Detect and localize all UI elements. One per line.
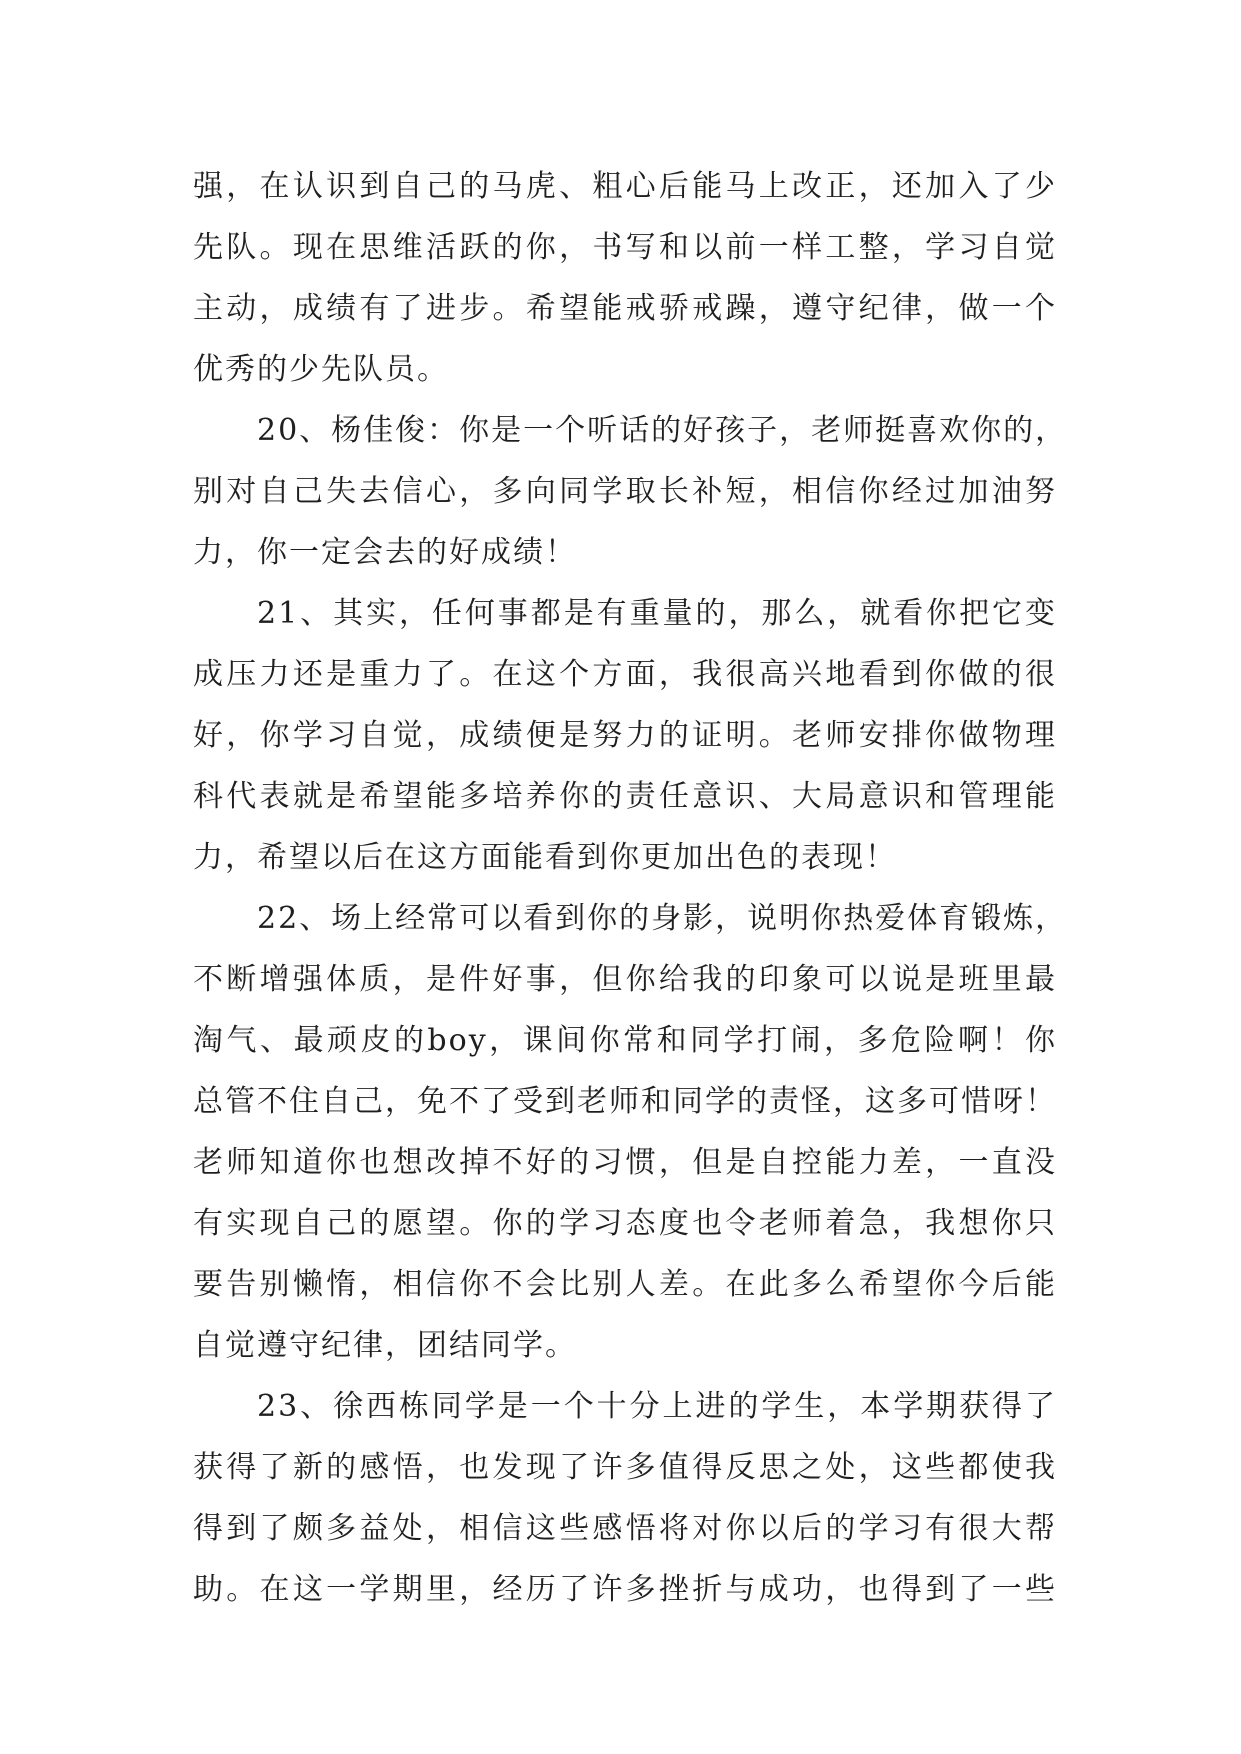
text-line: 得到了颇多益处，相信这些感悟将对你以后的学习有很大帮 [193,1511,1057,1546]
paragraph-start-line: 22、场上经常可以看到你的身影，说明你热爱体育锻炼， [257,901,1068,936]
text-line: 有实现自己的愿望。你的学习态度也令老师着急，我想你只 [193,1206,1057,1241]
paragraph-start-line: 23、徐西栋同学是一个十分上进的学生，本学期获得了 [257,1389,1057,1424]
text-line: 自觉遵守纪律，团结同学。 [193,1328,577,1363]
text-line: 总管不住自己，免不了受到老师和同学的责怪，这多可惜呀！ [193,1084,1057,1119]
document-body [193,156,1068,1620]
text-line: 不断增强体质，是件好事，但你给我的印象可以说是班里最 [193,962,1057,997]
text-line: 淘气、最顽皮的boy，课间你常和同学打闹，多危险啊！你 [193,1023,1057,1058]
text-line: 先队。现在思维活跃的你，书写和以前一样工整，学习自觉 [193,230,1057,265]
paragraph-start-line: 21、其实，任何事都是有重量的，那么，就看你把它变 [257,596,1057,631]
text-line: 助。在这一学期里，经历了许多挫折与成功，也得到了一些 [193,1572,1057,1607]
paragraph-start-line: 20、杨佳俊：你是一个听话的好孩子，老师挺喜欢你的， [257,413,1068,448]
text-line: 力，希望以后在这方面能看到你更加出色的表现！ [193,840,897,875]
text-line: 老师知道你也想改掉不好的习惯，但是自控能力差，一直没 [193,1145,1057,1180]
text-line: 要告别懒惰，相信你不会比别人差。在此多么希望你今后能 [193,1267,1057,1302]
text-line: 优秀的少先队员。 [193,352,449,387]
text-line: 获得了新的感悟，也发现了许多值得反思之处，这些都使我 [193,1450,1057,1485]
text-line: 强，在认识到自己的马虎、粗心后能马上改正，还加入了少 [193,169,1057,204]
text-line: 成压力还是重力了。在这个方面，我很高兴地看到你做的很 [193,657,1057,692]
text-line: 力，你一定会去的好成绩！ [193,535,577,570]
text-line: 别对自己失去信心，多向同学取长补短，相信你经过加油努 [193,474,1057,509]
text-line: 科代表就是希望能多培养你的责任意识、大局意识和管理能 [193,779,1057,814]
text-line: 好，你学习自觉，成绩便是努力的证明。老师安排你做物理 [193,718,1057,753]
text-line: 主动，成绩有了进步。希望能戒骄戒躁，遵守纪律，做一个 [193,291,1057,326]
